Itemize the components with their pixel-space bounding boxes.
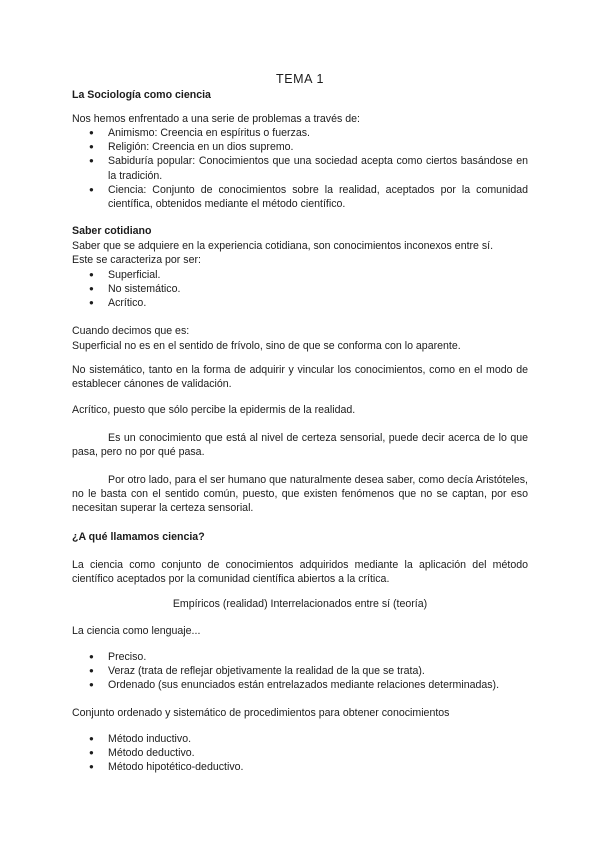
section-heading-ciencia: ¿A qué llamamos ciencia? [72,531,205,543]
bullet-icon: ● [89,128,94,137]
bullet-icon: ● [89,762,94,772]
list-item: ● Ordenado (sus enunciados están entrelazados mediante relaciones determinadas). [89,679,500,692]
problem-list [72,126,528,211]
list-item: ● Veraz (trata de reflejar objetivamente la realidad de la que se trata). [89,665,425,678]
list-item: ● Animismo: Creencia en espíritus o fuerzas. [89,127,310,139]
bullet-icon: ● [89,734,94,743]
bullet-icon: ● [89,142,94,152]
paragraph-no-sistematico: No sistemático, tanto en la forma de adquirir y vincular los conocimientos, como en el modo de establecer cánones de validación. [72,364,528,391]
lenguaje-list [72,650,528,693]
list-item: ● Método hipotético-deductivo. [89,761,244,774]
list-item: ● Preciso. [89,651,147,663]
paragraph-certeza: Es un conocimiento que está al nivel de certeza sensorial, puede decir acerca de lo que pasa, pero no por qué pasa. [72,432,528,459]
bullet-icon: ● [89,666,94,676]
paragraph-empiricos: Empíricos (realidad) Interrelacionados entre sí (teoría) [172,598,428,610]
list-item: ● Sabiduría popular: Conocimientos que una sociedad acepta como ciertos basándose en la tradición. [89,155,528,182]
list-item: ● Acrítico. [89,297,147,310]
paragraph-superficial: Superficial no es en el sentido de frívolo, sino de que se conforma con lo aparente. [72,340,461,352]
list-item: ● No sistemático. [89,283,181,296]
bullet-icon: ● [89,284,94,294]
bullet-icon: ● [89,298,94,308]
bullet-icon: ● [89,184,94,194]
list-item: ● Religión: Creencia en un dios supremo. [89,141,294,154]
page-title: TEMA 1 [275,72,325,86]
paragraph-ciencia-definicion: La ciencia como conjunto de conocimientos adquiridos mediante la aplicación del método científico aceptados por la comunidad científica abiertos a la crítica. [72,559,528,586]
bullet-icon: ● [89,156,94,166]
saber-caracteriza: Este se caracteriza por ser: [72,254,201,266]
paragraph-cuando: Cuando decimos que es: [72,325,190,337]
list-item: ● Método deductivo. [89,747,195,760]
bullet-icon: ● [89,680,94,690]
paragraph-lenguaje: La ciencia como lenguaje... [72,625,201,637]
section-heading-sociologia: La Sociología como ciencia [72,89,211,101]
paragraph-conjunto: Conjunto ordenado y sistemático de procedimientos para obtener conocimientos [72,707,450,719]
list-item: ● Ciencia: Conjunto de conocimientos sobre la realidad, aceptados por la comunidad científica, obtenidos mediante el método científico. [89,183,528,211]
intro-paragraph: Nos hemos enfrentado a una serie de problemas a través de: [72,113,360,125]
bullet-icon: ● [89,748,94,758]
paragraph-acritico: Acrítico, puesto que sólo percibe la epidermis de la realidad. [72,404,356,416]
list-item: ● Superficial. [89,269,161,281]
bullet-icon: ● [89,652,94,661]
section-heading-saber-cotidiano: Saber cotidiano [72,225,152,237]
bullet-icon: ● [89,270,94,279]
saber-definition: Saber que se adquiere en la experiencia cotidiana, son conocimientos inconexos entre sí. [72,240,494,252]
saber-characteristics-list [72,268,528,311]
metodos-list [72,732,528,775]
list-item: ● Método inductivo. [89,733,192,745]
paragraph-aristoteles: Por otro lado, para el ser humano que naturalmente desea saber, como decía Aristóteles, no le basta con el sentido común, puesto, que existen fenómenos que no se captan, por eso necesitan superar la certeza sensorial. [72,474,528,515]
